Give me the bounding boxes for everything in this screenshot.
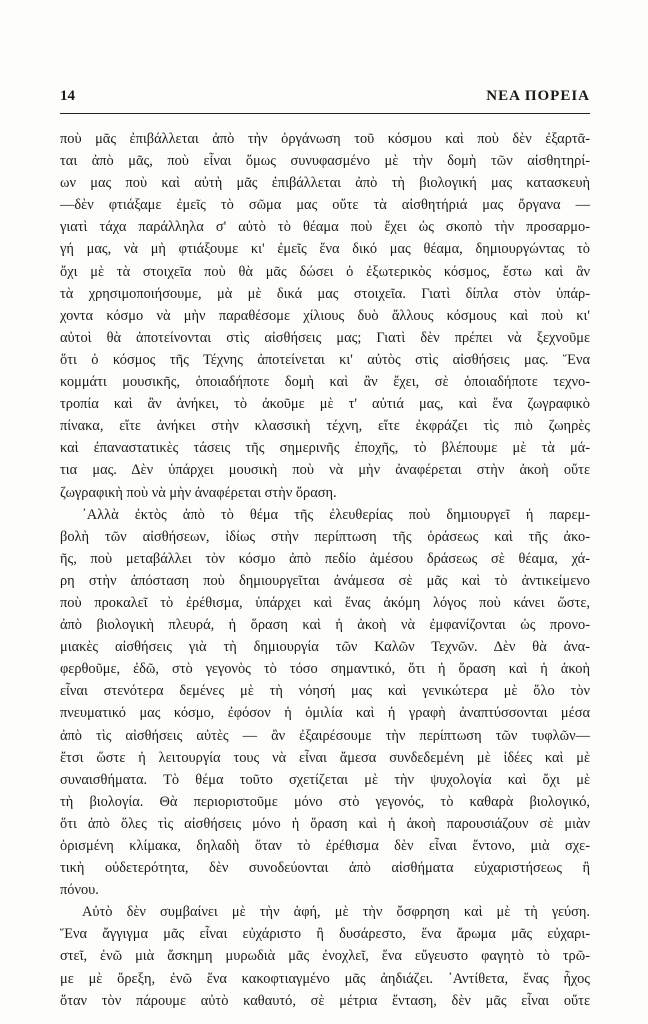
- text-line: ρη στὴν ἀπόσταση ποὺ δημιουργεῖται ἀνάμεσα σὲ μᾶς καὶ τὸ ἀντικείμενο: [60, 572, 590, 589]
- text-line: τὴ βιολογία. Θὰ περιοριστοῦμε μόνο στὸ γεγονός, τὸ καθαρὰ βιολογικό,: [60, 793, 590, 810]
- text-line: αὐτοὶ θὰ ἀποτείνονται στὶς αἰσθήσεις μας; Γιατὶ δὲν πρέπει νὰ ξεχνοῦμε: [60, 329, 590, 346]
- page-number: 14: [60, 88, 75, 104]
- text-line: ων μας ποὺ καὶ αὐτὴ μᾶς ἐπιβάλλεται ἀπὸ τὴ βιολογική μας κατασκευὴ: [60, 175, 590, 192]
- text-line: Ἕνα ἄγγιγμα μᾶς εἶναι εὐχάριστο ἢ δυσάρεστο, ἕνα ἄρωμα μᾶς εὐχαρι-: [60, 926, 590, 943]
- body-text: [60, 128, 590, 1012]
- text-line: ἔτσι ὥστε ἡ λειτουργία τους νὰ εἶναι ἄμεσα συνδεδεμένη μὲ ἰδέες καὶ μὲ: [60, 749, 590, 766]
- text-line: πόνου.: [60, 882, 99, 899]
- text-line: τὰ χρησιμοποιήσουμε, μὰ μὲ δικά μας στοιχεῖα. Γιατὶ δίπλα στὸν ὑπάρ-: [60, 285, 590, 302]
- text-line: συναισθήματα. Τὸ θέμα τοῦτο σχετίζεται μὲ τὴν ψυχολογία καὶ ὄχι μὲ: [60, 771, 590, 788]
- text-line: ῆς, ποὺ μεταβάλλει τὸν κόσμο ἀπὸ πεδίο ἀμέσου δράσεως σὲ θέαμα, χά-: [60, 550, 590, 567]
- text-line: γιατὶ τάχα παράλληλα σ' αὐτὸ τὸ θέαμα ποὺ ἔχει ὡς σκοπὸ τὴν προσαρμο-: [60, 219, 590, 236]
- text-line: καὶ ἐπαναστατικὲς τάσεις τῆς σημερινῆς ἐποχῆς, τὸ βλέπουμε μὲ τὰ μά-: [60, 440, 590, 457]
- text-line: —δὲν φτιάξαμε ἐμεῖς τὸ σῶμα μας οὔτε τὰ αἰσθητήριά μας ὄργανα —: [60, 197, 590, 214]
- text-line: πίνακα, εἴτε ἀνήκει στὴν κλασσικὴ τέχνη, εἴτε ἐκφράζει τὶς πιὸ ζωηρὲς: [60, 418, 590, 435]
- text-line: χοντα κόσμο νὰ μὴν παραθέσομε χίλιους δυὸ ἄλλους κόσμους καὶ ποὺ κι': [60, 307, 590, 324]
- text-line: τροπία καὶ ἂν ἀνήκει, τὸ ἀκοῦμε μὲ τ' αὐτιά μας, καὶ ἕνα ζωγραφικὸ: [60, 396, 590, 413]
- text-line: με μὲ ὄρεξη, ἐνῶ ἕνα κακοφτιαγμένο μᾶς ἀηδιάζει. ᾿Αντίθετα, ἕνας ἦχος: [60, 970, 590, 987]
- text-line: πνευματικό μας κόσμο, ἐφόσον ἡ ὁμιλία καὶ ἡ γραφὴ ἀναπτύσσονται μέσα: [60, 705, 590, 722]
- text-line: ποὺ μᾶς ἐπιβάλλεται ἀπὸ τὴν ὀργάνωση τοῦ κόσμου καὶ ποὺ δὲν ἐξαρτᾶ-: [60, 131, 590, 147]
- text-line: μιακὲς αἰσθήσεις γιὰ τὴ δημιουργία τῶν Καλῶν Τεχνῶν. Δὲν θὰ ἀνα-: [60, 639, 590, 656]
- text-line: ποὺ προκαλεῖ τὸ ἐρέθισμα, ὑπάρχει καὶ ἕνας ἀκόμη λόγος ποὺ κάνει ὥστε,: [60, 594, 590, 611]
- paragraph: [60, 504, 590, 902]
- paragraph: [60, 128, 590, 504]
- text-line: ὅτι ὁ κόσμος τῆς Τέχνης ἀποτείνεται κι' αὐτὸς στὶς αἰσθήσεις μας. Ἕνα: [60, 351, 590, 368]
- text-line: στεῖ, ἐνῶ μιὰ ἄσκημη μυρωδιὰ μᾶς ἐνοχλεῖ, ἕνα εὔγευστο φαγητὸ τὸ τρῶ-: [60, 948, 590, 965]
- text-line: φερθοῦμε, ἐδῶ, στὸ γεγονὸς τὸ τόσο σημαντικό, ὅτι ἡ ὅραση καὶ ἡ ἀκοὴ: [60, 661, 590, 678]
- text-line: Αὐτὸ δὲν συμβαίνει μὲ τὴν ἁφή, μὲ τὴν ὄσφρηση καὶ μὲ τὴ γεύση.: [82, 904, 590, 921]
- paragraph: [60, 901, 590, 1011]
- text-line: ὄχι μὲ τὰ στοιχεῖα ποὺ θὰ μᾶς δώσει ὁ ἐξωτερικὸς κόσμος, ἔστω καὶ ἂν: [60, 263, 590, 280]
- page-header: [60, 88, 590, 110]
- text-line: ὅταν τὸν πάρουμε αὐτὸ καθαυτό, σὲ μέτρια ἔνταση, δὲν μᾶς εἶναι οὔτε: [60, 992, 590, 1009]
- text-line: ὅτι ἀπὸ ὅλες τὶς αἰσθήσεις μόνο ἡ ὅραση καὶ ἡ ἀκοὴ παρουσιάζουν σὲ μιὰν: [60, 815, 590, 832]
- text-line: ὁρισμένη κλίμακα, δηλαδὴ ὅταν τὸ ἐρέθισμα δὲν εἶναι ἔντονο, μιὰ σχε-: [60, 838, 590, 854]
- text-line: ᾿Αλλὰ ἐκτὸς ἀπὸ τὸ θέμα τῆς ἐλευθερίας ποὺ δημιουργεῖ ἡ παρεμ-: [82, 506, 590, 523]
- text-line: ζωγραφικὴ ποὺ νὰ μὴν ἀναφέρεται στὴν ὅραση.: [60, 484, 337, 501]
- text-line: τια μας. Δὲν ὑπάρχει μουσικὴ ποὺ νὰ μὴν ἀναφέρεται στὴν ἀκοὴ οὔτε: [60, 462, 590, 479]
- text-line: κομμάτι μουσικῆς, ὁποιαδήποτε δομὴ καὶ ἂν ἔχει, σὲ ὁποιαδήποτε τεχνο-: [60, 374, 590, 391]
- running-title: ΝΕΑ ΠΟΡΕΙΑ: [486, 88, 590, 104]
- text-line: τικὴ οὐδετερότητα, δὲν συνοδεύονται ἀπὸ αἰσθήματα εὐχαριστήσεως ἢ: [60, 860, 590, 877]
- header-rule: [60, 113, 590, 114]
- text-line: ται ἀπὸ μᾶς, ποὺ εἶναι ὅμως συνυφασμένο μὲ τὴν δομὴ τῶν αἰσθητηρί-: [60, 153, 590, 170]
- text-line: ἀπὸ τὶς αἰσθήσεις αὐτὲς — ἂν ἐξαιρέσουμε τὴν περίπτωση τῶν τυφλῶν—: [60, 727, 590, 744]
- text-line: βολὴ τῶν αἰσθήσεων, ἰδίως στὴν περίπτωση τῆς ὁράσεως καὶ τῆς ἀκο-: [60, 528, 590, 545]
- text-line: γή μας, νὰ μὴ φτιάξουμε κι' ἐμεῖς ἕνα δικό μας θέαμα, δημιουργώντας τὸ: [60, 241, 590, 258]
- text-line: ἀπὸ βιολογικὴ πλευρά, ἡ ὅραση καὶ ἡ ἀκοὴ νὰ ἐμφανίζονται ὡς προνο-: [60, 617, 590, 634]
- text-line: εἶναι στενότερα δεμένες μὲ τὴ νόησή μας καὶ γενικώτερα μὲ ὅλο τὸν: [60, 683, 590, 700]
